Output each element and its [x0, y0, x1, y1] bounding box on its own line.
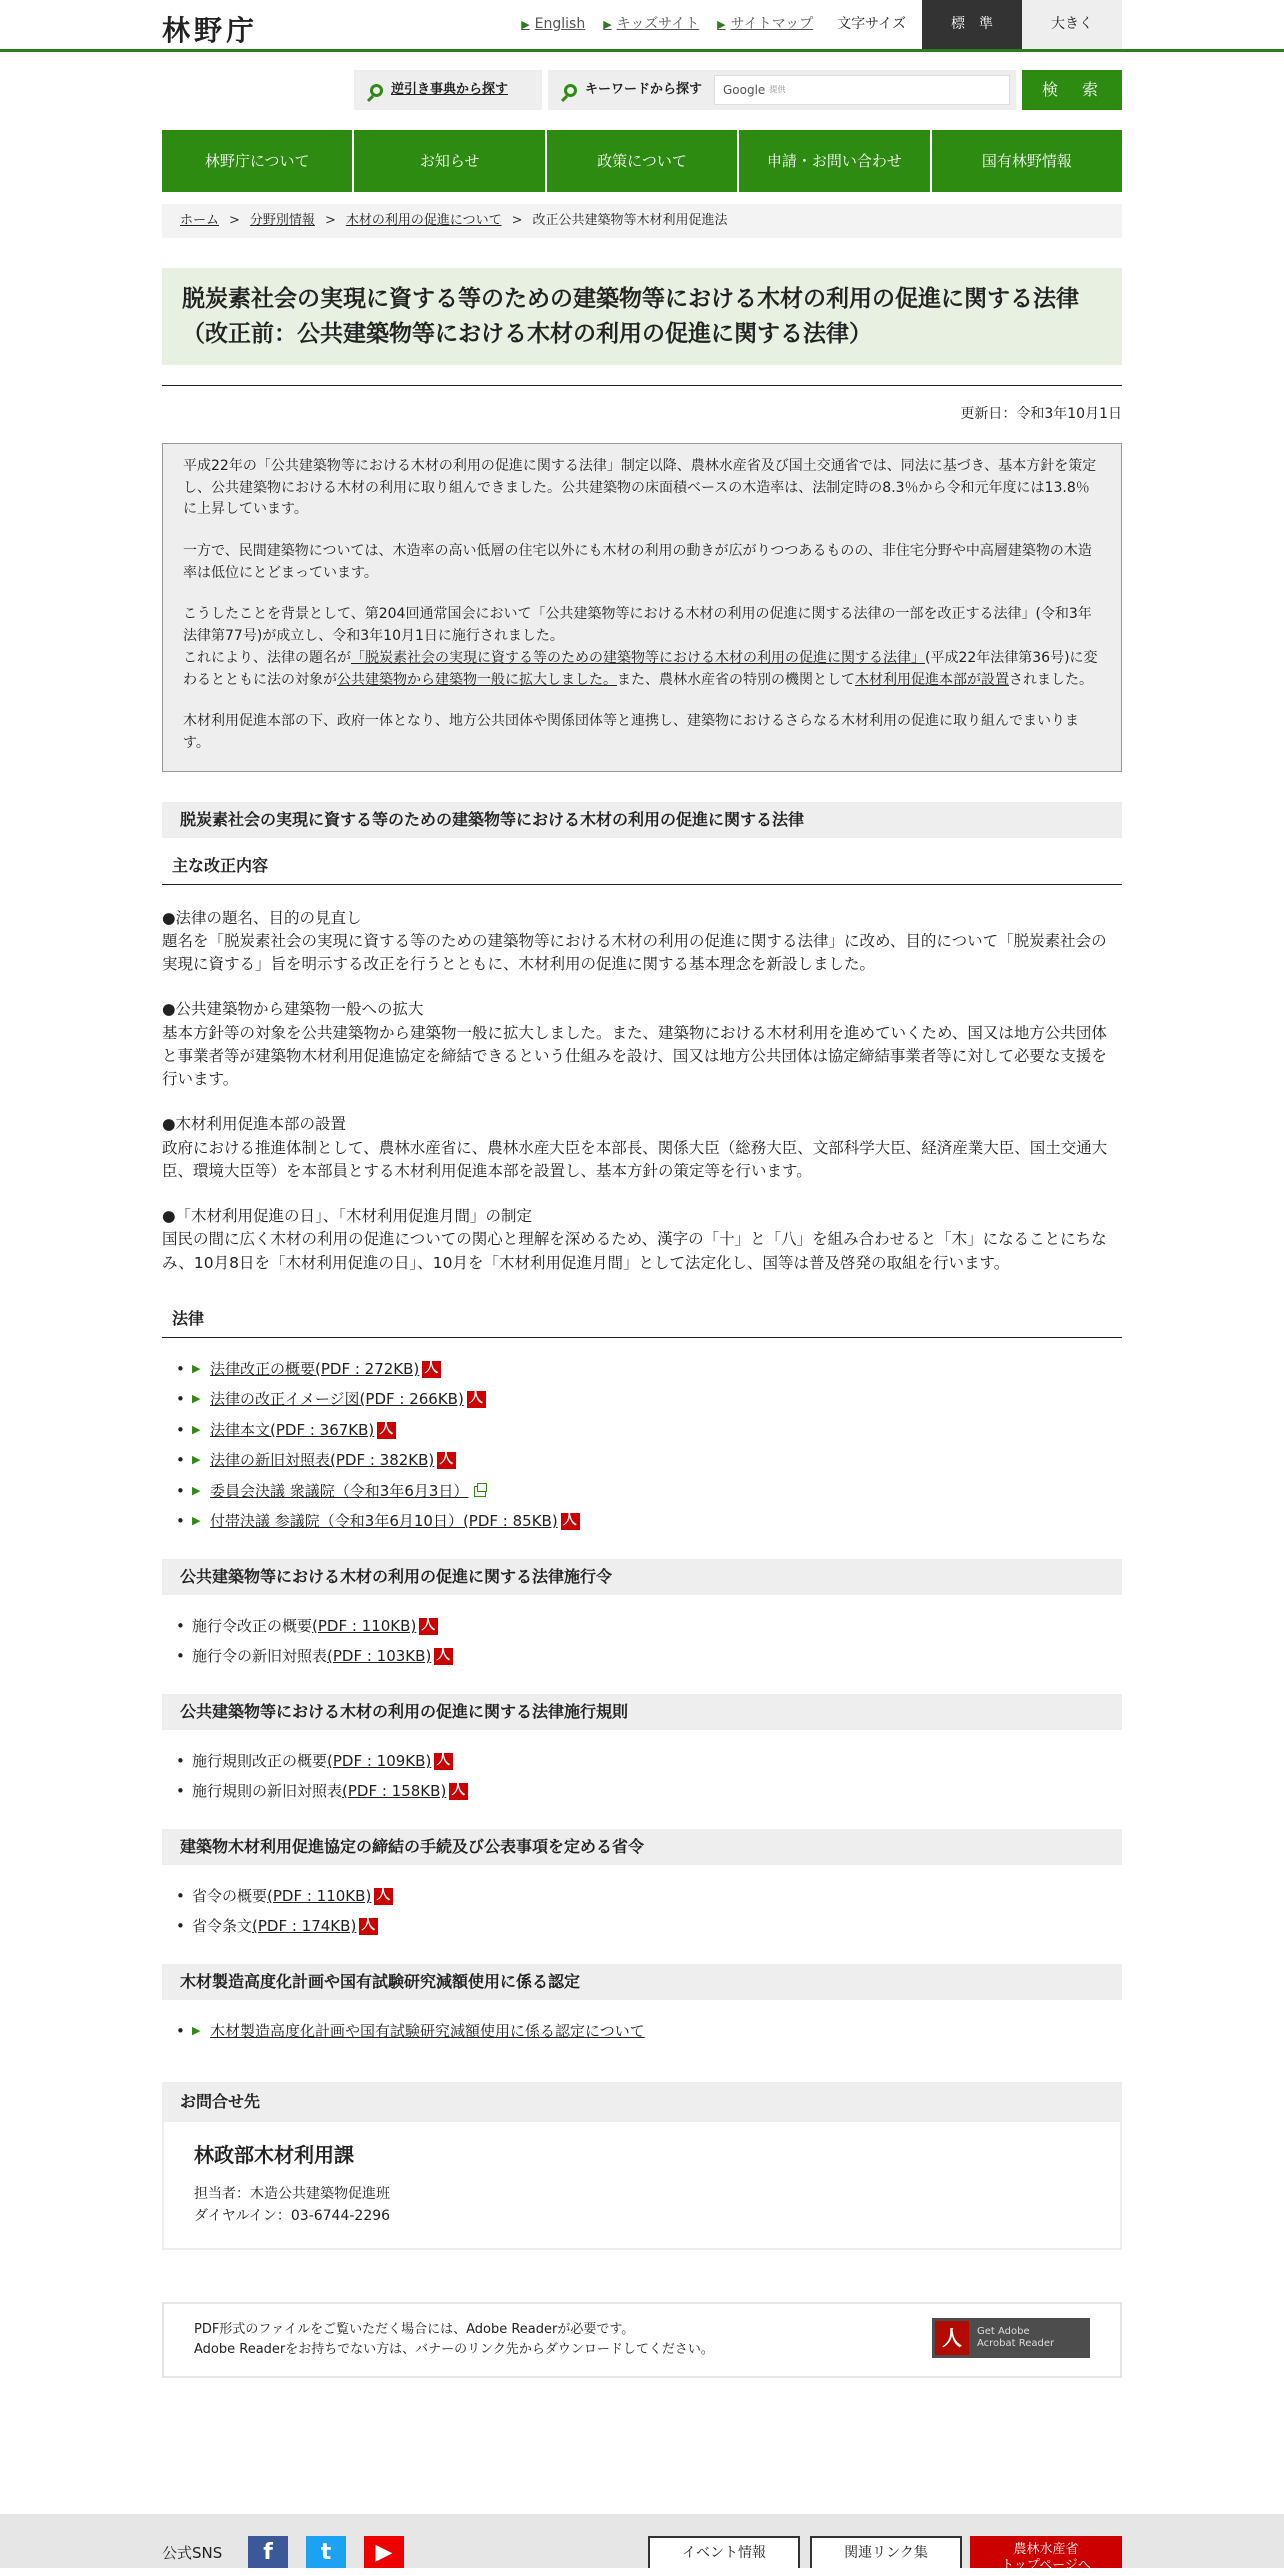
- section-heading-certification: 木材製造高度化計画や国有試験研究減額使用に係る認定: [162, 1964, 1122, 2000]
- pdf-icon: [419, 1618, 438, 1635]
- section-heading-order: 公共建築物等における木材の利用の促進に関する法律施行令: [162, 1559, 1122, 1595]
- section-heading-rules: 公共建築物等における木材の利用の促進に関する法律施行規則: [162, 1694, 1122, 1730]
- pdf-icon: [449, 1783, 468, 1800]
- intro-paragraph: 木材利用促進本部の下、政府一体となり、地方公共団体や関係団体等と連携し、建築物におけるさらなる木材利用の促進に取り組んでまいります。: [183, 713, 1079, 751]
- kids-site-link[interactable]: ▶ キッズサイト: [603, 16, 700, 32]
- pdf-icon: [561, 1513, 580, 1530]
- reverse-index-search[interactable]: 逆引き事典から探す: [354, 70, 542, 110]
- list-item: • 施行規則改正の概要 (PDF : 109KB) 人: [192, 1750, 1122, 1773]
- subheading-law: 法律: [162, 1301, 1122, 1338]
- nav-news[interactable]: お知らせ: [354, 130, 546, 192]
- fontsize-large-button[interactable]: 大きく: [1022, 0, 1122, 49]
- header-links: [521, 14, 906, 35]
- arrow-icon: ▶: [603, 18, 612, 31]
- search-icon: [370, 84, 383, 97]
- arrow-icon: • ▶: [192, 1483, 201, 1497]
- intro-paragraph: こうしたことを背景として、第204回通常国会において「公共建築物等における木材の利用の促進に関する法律の一部を改正する法律」(令和3年法律第77号)が成立し、令和3年10月1日に施行されました。: [183, 606, 1092, 645]
- list-item: • 施行規則の新旧対照表 (PDF : 158KB) 人: [192, 1780, 1122, 1803]
- contact-heading: お問合せ先: [162, 2082, 1122, 2122]
- arrow-icon: • ▶: [192, 1392, 201, 1406]
- fontsize-label: 文字サイズ: [837, 16, 906, 32]
- search-input[interactable]: Google 提供: [714, 75, 1010, 105]
- amendment-point: ●「木材利用促進の日」、「木材利用促進月間」の制定 国民の間に広く木材の利用の促進についての関心と理解を深めるため、漢字の「十」と「八」を組み合わせると「木」になることにちなみ、10月8日を「木材利用促進の日」、10月を「木材利用促進月間」として法定化し、国等は普及啓発の取組を行います。: [162, 1207, 1107, 1272]
- law-link[interactable]: 法律改正の概要(PDF : 272KB): [210, 1359, 420, 1378]
- order-links: [162, 1615, 1122, 1668]
- adobe-reader-notice: PDF形式のファイルをご覧いただく場合には、Adobe Readerが必要です。 Adobe Readerをお持ちでない方は、バナーのリンク先からダウンロードしてください。 人 Get Adobe Acrobat Reader: [162, 2302, 1122, 2378]
- nav-policy[interactable]: 政策について: [547, 130, 739, 192]
- pdf-icon: [374, 1888, 393, 1905]
- breadcrumb: ホーム > 分野別情報 > 木材の利用の促進について > 改正公共建築物等木材利用促進法: [162, 204, 1122, 238]
- nav-national-forest[interactable]: 国有林野情報: [932, 130, 1122, 192]
- arrow-icon: • ▶: [192, 1453, 201, 1467]
- divider: [162, 385, 1122, 386]
- page-title: 脱炭素社会の実現に資する等のための建築物等における木材の利用の促進に関する法律（改正前：公共建築物等における木材の利用の促進に関する法律）: [162, 268, 1122, 365]
- maff-top-button[interactable]: 農林水産省 トップページへ: [970, 2536, 1122, 2568]
- list-item: [192, 1480, 1122, 1503]
- search-row: [162, 52, 1122, 124]
- rules-links: [162, 1750, 1122, 1803]
- list-item: • 省令の概要 (PDF : 110KB) 人: [192, 1885, 1122, 1908]
- law-links: [162, 1358, 1122, 1533]
- pdf-link[interactable]: (PDF : 110KB): [267, 1886, 372, 1905]
- pdf-icon: [359, 1918, 378, 1935]
- list-item: • 施行令改正の概要 (PDF : 110KB) 人: [192, 1615, 1122, 1638]
- site-logo[interactable]: 林野庁: [162, 14, 259, 47]
- subheading-amendments: 主な改正内容: [162, 848, 1122, 885]
- search-icon: [564, 84, 577, 97]
- pdf-icon: [467, 1391, 486, 1408]
- arrow-icon: • ▶: [192, 2023, 201, 2037]
- youtube-icon[interactable]: ▶: [364, 2536, 404, 2568]
- acrobat-icon: [935, 2321, 969, 2355]
- certification-link[interactable]: 木材製造高度化計画や国有試験研究減額使用に係る認定について: [210, 2021, 645, 2040]
- section-heading-law: 脱炭素社会の実現に資する等のための建築物等における木材の利用の促進に関する法律: [162, 802, 1122, 838]
- law-link[interactable]: 法律の改正イメージ図(PDF : 266KB): [210, 1390, 464, 1409]
- arrow-icon: • ▶: [192, 1361, 201, 1375]
- pdf-link[interactable]: (PDF : 110KB): [312, 1616, 417, 1635]
- fontsize-switcher: [922, 0, 1122, 49]
- related-links-button[interactable]: 関連リンク集: [810, 2536, 962, 2568]
- breadcrumb-current: 改正公共建築物等木材利用促進法: [532, 213, 728, 229]
- header-bar: [0, 0, 1284, 52]
- pdf-icon: [437, 1452, 456, 1469]
- pdf-icon: [434, 1753, 453, 1770]
- contact-dept: 林政部木材利用課: [194, 2143, 354, 2168]
- fontsize-standard-button[interactable]: 標 準: [922, 0, 1022, 49]
- pdf-link[interactable]: (PDF : 103KB): [327, 1647, 432, 1666]
- pdf-icon: [422, 1361, 441, 1378]
- contact-box: [162, 2122, 1122, 2249]
- arrow-icon: ▶: [521, 18, 530, 31]
- nav-about[interactable]: 林野庁について: [162, 130, 354, 192]
- list-item: [192, 1419, 1122, 1442]
- contact-phone: ダイヤルイン：03-6744-2296: [194, 2208, 391, 2224]
- list-item: [192, 2020, 1122, 2043]
- updated-date: 更新日：令和3年10月1日: [960, 406, 1122, 422]
- external-link-icon: [474, 1486, 486, 1497]
- nav-applications[interactable]: 申請・お問い合わせ: [739, 130, 931, 192]
- search-button[interactable]: 検 索: [1022, 70, 1122, 110]
- list-item: [192, 1388, 1122, 1411]
- intro-box: [162, 443, 1122, 772]
- breadcrumb-category[interactable]: 分野別情報: [249, 213, 315, 229]
- facebook-icon[interactable]: f: [248, 2536, 288, 2568]
- footer: [0, 2514, 1284, 2574]
- section-heading-ministerial: 建築物木材利用促進協定の締結の手続及び公表事項を定める省令: [162, 1829, 1122, 1865]
- breadcrumb-wood-use[interactable]: 木材の利用の促進について: [345, 213, 502, 229]
- amendment-point: ●木材利用促進本部の設置 政府における推進体制として、農林水産省に、農林水産大臣を本部長、関係大臣（総務大臣、文部科学大臣、経済産業大臣、国土交通大臣、環境大臣等）を本部員とする木材利用促進本部を設置し、基本方針の策定等を行います。: [162, 1115, 1108, 1180]
- twitter-icon[interactable]: t: [306, 2536, 346, 2568]
- sitemap-link[interactable]: ▶ サイトマップ: [717, 16, 814, 32]
- sns-label: 公式SNS: [162, 2544, 223, 2562]
- list-item: • 施行令の新旧対照表 (PDF : 103KB) 人: [192, 1645, 1122, 1668]
- arrow-icon: • ▶: [192, 1422, 201, 1436]
- list-item: • 省令条文 (PDF : 174KB) 人: [192, 1915, 1122, 1938]
- pdf-link[interactable]: (PDF : 158KB): [342, 1782, 447, 1801]
- pdf-link[interactable]: (PDF : 109KB): [327, 1751, 432, 1770]
- list-item: [192, 1449, 1122, 1472]
- ministerial-links: [162, 1885, 1122, 1938]
- law-link[interactable]: 法律本文(PDF : 367KB): [210, 1420, 375, 1439]
- pdf-link[interactable]: (PDF : 174KB): [252, 1917, 357, 1936]
- pdf-icon: [377, 1422, 396, 1439]
- law-link[interactable]: 法律の新旧対照表(PDF : 382KB): [210, 1451, 435, 1470]
- intro-paragraph: 一方で、民間建築物については、木造率の高い低層の住宅以外にも木材の利用の動きが広がりつつあるものの、非住宅分野や中高層建築物の木造率は低位にとどまっています。: [183, 543, 1092, 581]
- english-link[interactable]: ▶ English: [521, 16, 586, 32]
- certification-links: [162, 2020, 1122, 2043]
- law-link[interactable]: 委員会決議 衆議院（令和3年6月3日）: [210, 1481, 469, 1500]
- list-item: [192, 1510, 1122, 1533]
- keyword-search-box: キーワードから探す: [548, 70, 1016, 110]
- arrow-icon: • ▶: [192, 1514, 201, 1528]
- breadcrumb-home[interactable]: ホーム: [180, 213, 220, 229]
- contact-person: 担当者：木造公共建築物促進班: [194, 2186, 390, 2203]
- pdf-icon: [434, 1648, 453, 1665]
- intro-paragraph: 平成22年の「公共建築物等における木材の利用の促進に関する法律」制定以降、農林水産省及び国土交通省では、同法に基づき、基本方針を策定し、公共建築物における木材の利用に取り組んできました。公共建築物の床面積ベースの木造率は、法制定時の8.3％から令和元年度には13.8％に上昇しています。: [183, 458, 1097, 518]
- list-item: [192, 1358, 1122, 1381]
- intro-paragraph: これにより、法律の題名が「脱炭素社会の実現に資する等のための建築物等における木材の利用の促進に関する法律」(平成22年法律第36号)に変わるとともに法の対象が公共建築物から建築物一般に拡大しました。また、農林水産省の特別の機関として木材利用促進本部が設置されました。: [183, 649, 1098, 688]
- event-info-button[interactable]: イベント情報: [648, 2536, 800, 2568]
- arrow-icon: ▶: [717, 18, 726, 31]
- global-nav: [162, 130, 1122, 192]
- amendment-point: ●法律の題名、目的の見直し 題名を「脱炭素社会の実現に資する等のための建築物等における木材の利用の促進に関する法律」に改め、目的について「脱炭素社会の実現に資する」旨を明示する改正を行うとともに、木材利用の促進に関する基本理念を新設しました。: [162, 908, 1107, 974]
- adobe-reader-banner[interactable]: 人 Get Adobe Acrobat Reader: [932, 2318, 1090, 2358]
- amendment-point: ●公共建築物から建築物一般への拡大 基本方針等の対象を公共建築物から建築物一般に拡大しました。また、建築物における木材利用を進めていくため、国又は地方公共団体と事業者等が建築物木材利用促進協定を締結できるという仕組みを設け、国又は地方公共団体は協定締結事業者等に対して必要な支援を行います。: [162, 1000, 1107, 1089]
- law-link[interactable]: 付帯決議 参議院（令和3年6月10日）(PDF : 85KB): [210, 1512, 558, 1531]
